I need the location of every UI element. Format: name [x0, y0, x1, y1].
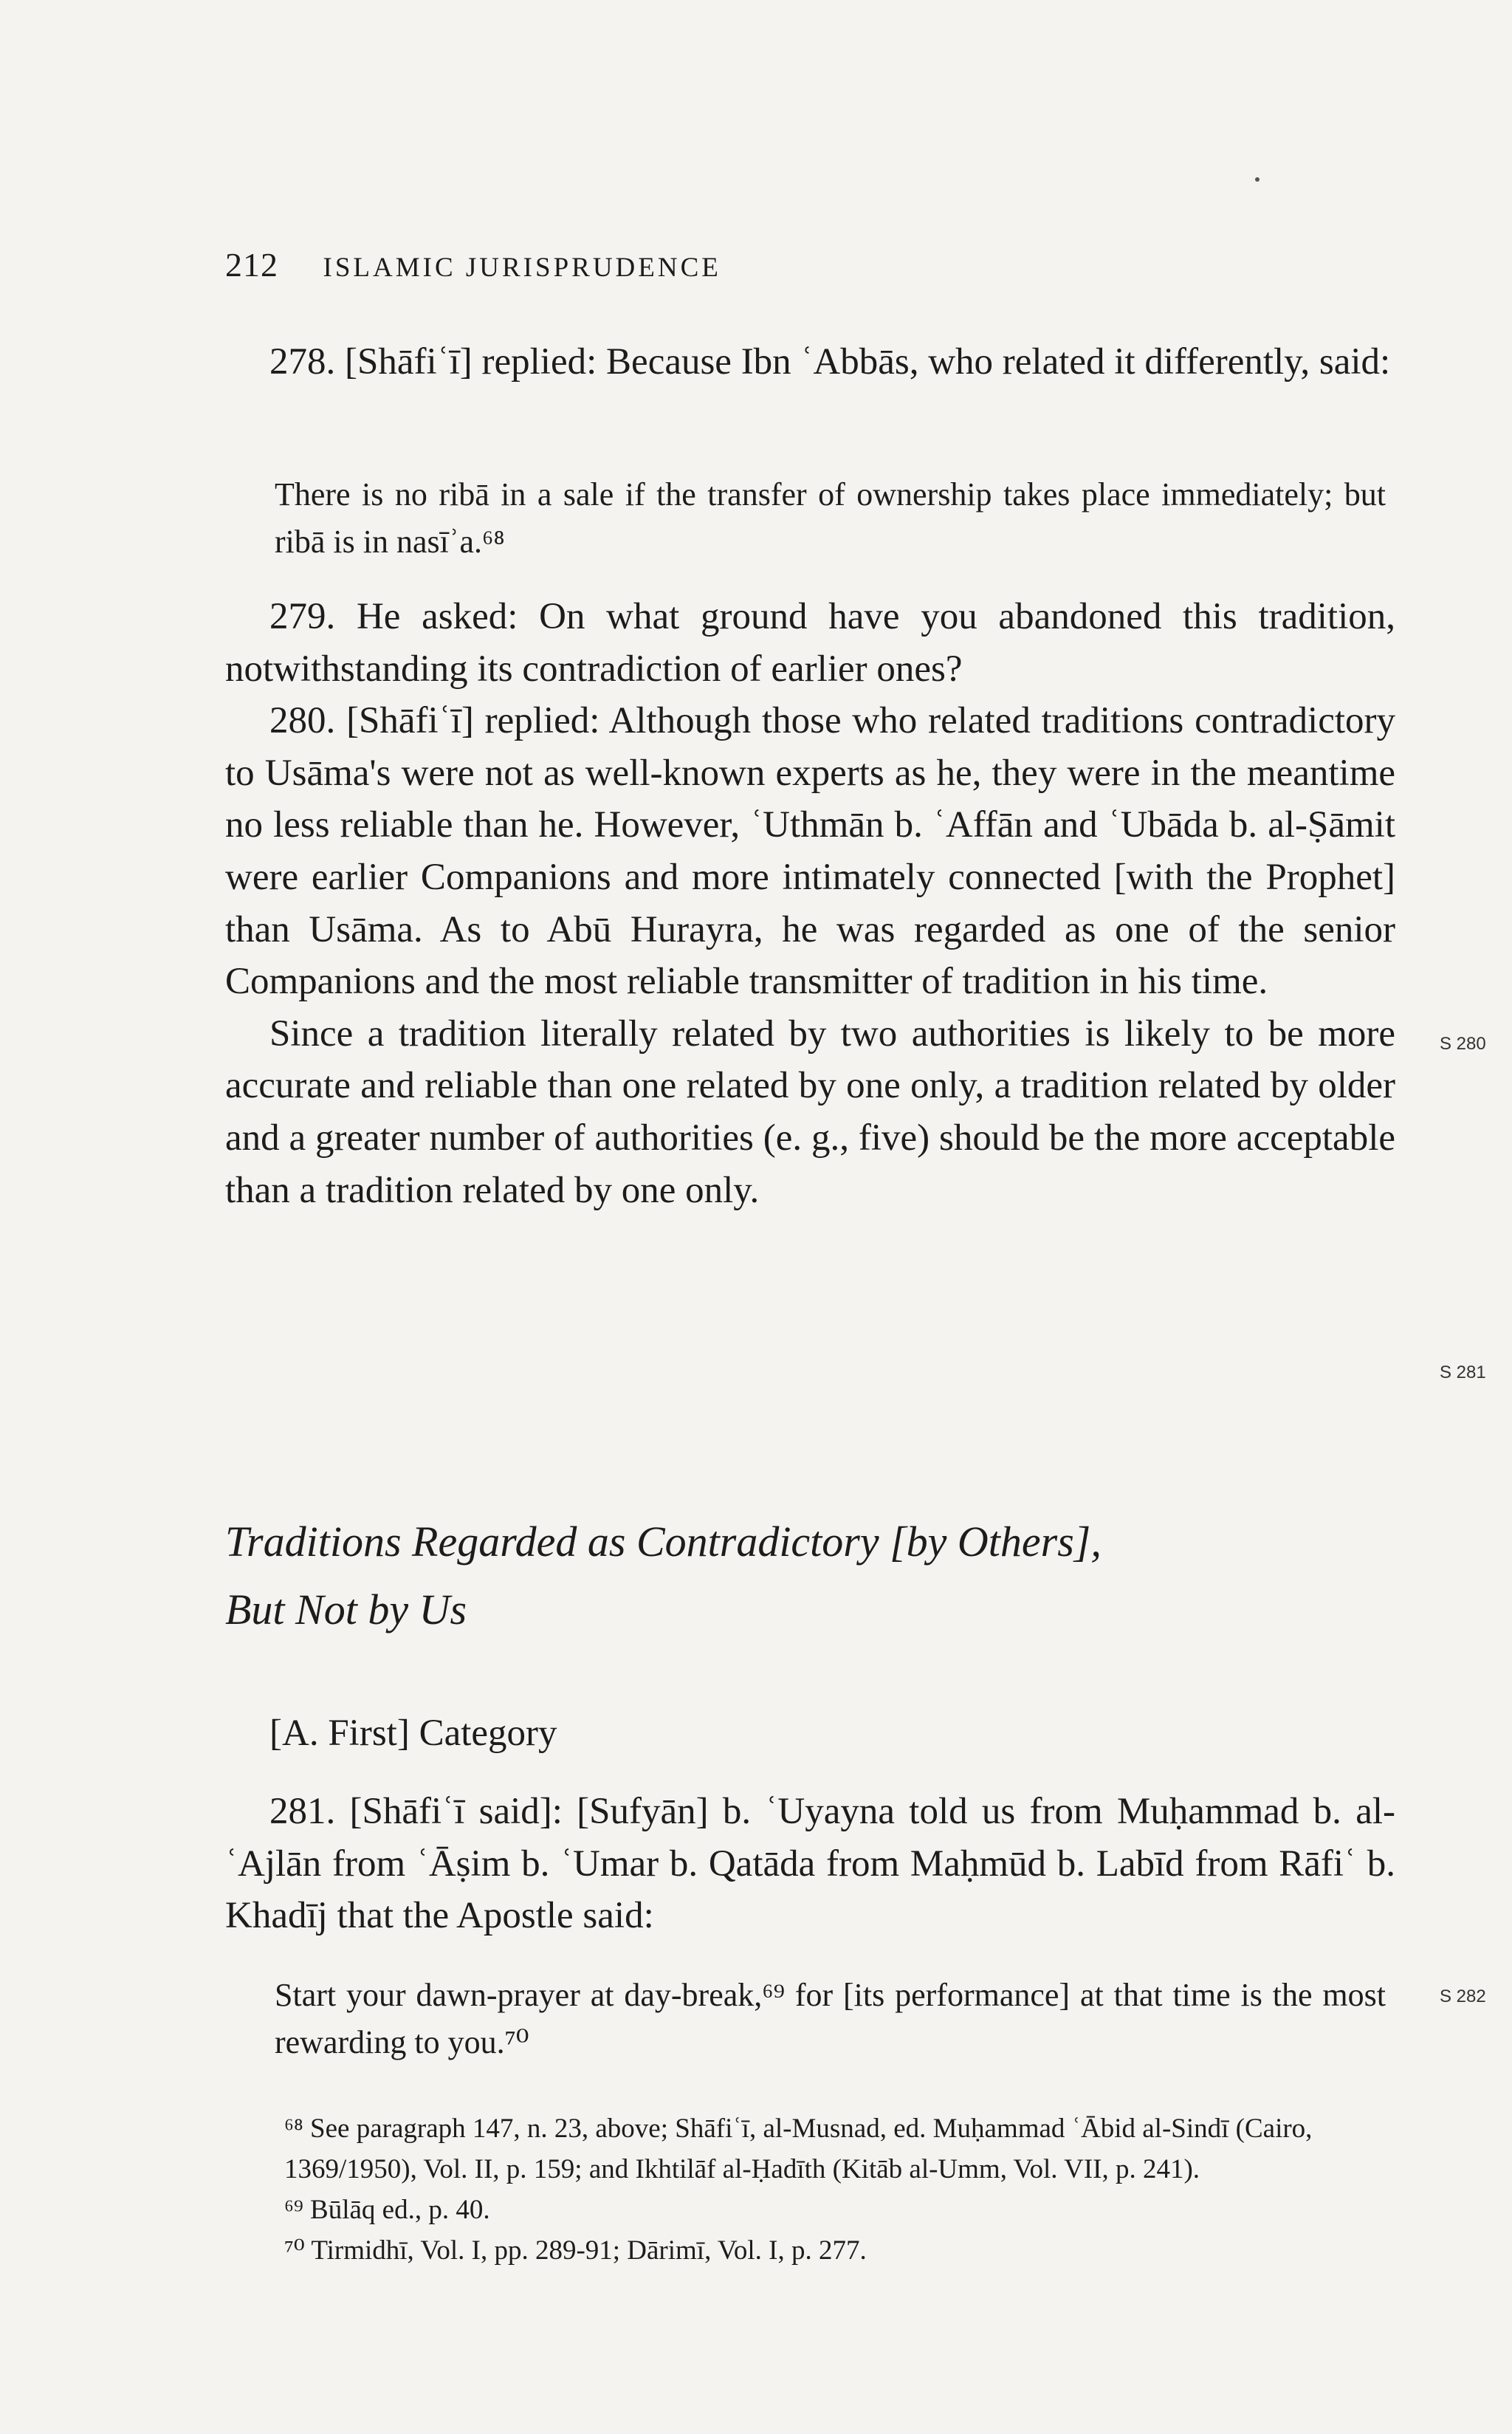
paragraph-280: 280. [Shāfiʿī] replied: Although those who related traditions contradictory to Usāma's were not as well-known experts as he, they were in the meantime no less reliable than he. However, ʿUthmān b. ʿAffān and ʿUbāda b. al-Ṣāmit were earlier Companions and more intimately connected [with the Prophet] than Usāma. As to Abū Hurayra, he was regarded as one of the senior Companions and the most reliable transmitter of tradition in his time.	[225, 700, 1395, 1003]
page-number: 212	[225, 246, 278, 284]
footnote-69: ⁶⁹ Būlāq ed., p. 40.	[284, 2195, 490, 2225]
paragraph-279-280	[225, 591, 1395, 1216]
section-heading-line2: But Not by Us	[225, 1585, 467, 1633]
section-heading	[225, 1508, 1480, 1644]
quote-278: There is no ribā in a sale if the transfer of ownership takes place immediately; but ribā is in nasīʾa.⁶⁸	[275, 476, 1386, 560]
quote-281: Start your dawn-prayer at day-break,⁶⁹ for [its performance] at that time is the most rewarding to you.⁷⁰	[275, 1977, 1386, 2060]
speck	[1255, 177, 1260, 182]
margin-note: S 281	[1440, 1362, 1486, 1382]
section-heading-line1: Traditions Regarded as Contradictory [by Others],	[225, 1518, 1102, 1566]
running-title: ISLAMIC JURISPRUDENCE	[323, 253, 721, 283]
paragraph-text: 278. [Shāfiʿī] replied: Because Ibn ʿAbbās, who related it differently, said:	[269, 341, 1391, 383]
footnote-70: ⁷⁰ Tirmidhī, Vol. I, pp. 289-91; Dārimī, Vol. I, p. 277.	[284, 2235, 867, 2266]
footnote-68: ⁶⁸ See paragraph 147, n. 23, above; Shāfiʿī, al-Musnad, ed. Muḥammad ʿĀbid al-Sindī (Cairo, 1369/1950), Vol. II, p. 159; and Ikhtilāf al-Ḥadīth (Kitāb al-Umm, Vol. VII, p. 241).	[284, 2114, 1313, 2184]
paragraph-280-cont: Since a tradition literally related by two authorities is likely to be more accurate and reliable than one related by one only, a tradition related by older and a greater number of authorities (e. g., five) should be the more acceptable than a tradition related by one only.	[225, 1012, 1395, 1211]
paragraph-278	[225, 336, 1395, 388]
paragraph-text: 281. [Shāfiʿī said]: [Sufyān] b. ʿUyayna told us from Muḥammad b. al-ʿAjlān from ʿĀṣim b. ʿUmar b. Qatāda from Maḥmūd b. Labīd from Rāfiʿ b. Khadīj that the Apostle said:	[225, 1791, 1395, 1937]
paragraph-279: 279. He asked: On what ground have you abandoned this tradition, notwithstanding its contradiction of earlier ones?	[225, 596, 1395, 690]
subheading: [A. First] Category	[269, 1713, 557, 1754]
running-header	[225, 245, 721, 284]
footnotes	[284, 2108, 1377, 2271]
margin-note: S 280	[1440, 1034, 1486, 1054]
margin-note: S 282	[1440, 1986, 1486, 2006]
paragraph-281	[225, 1786, 1395, 1942]
